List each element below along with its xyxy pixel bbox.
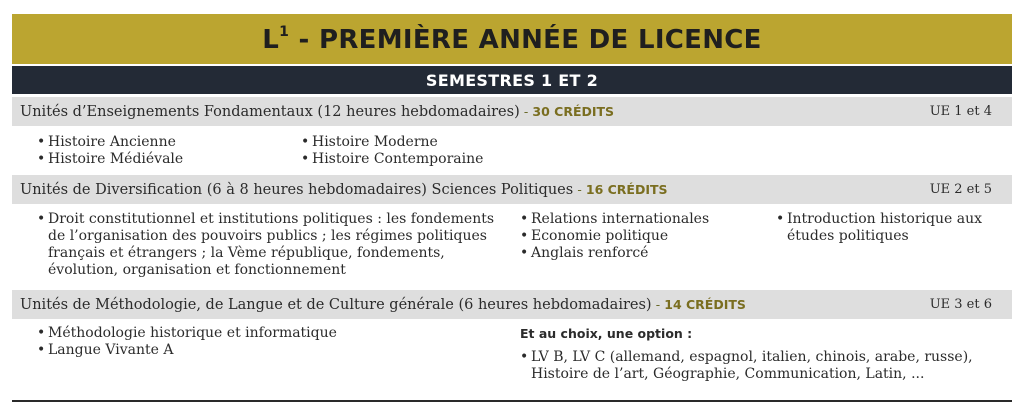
list-item: • Histoire Contemporaine — [301, 151, 484, 167]
course-list — [776, 211, 1001, 245]
semesters-heading: SEMESTRES 1 ET 2 — [425, 70, 599, 90]
credits-badge: 16 CRÉDITS — [585, 181, 668, 197]
course-list — [37, 211, 499, 279]
list-item: • Anglais renforcé — [520, 245, 649, 261]
list-item: • Histoire Moderne — [301, 134, 438, 150]
list-item: • Introduction historique aux études politiques — [776, 211, 982, 244]
bottom-divider — [12, 400, 1012, 402]
section-methodologie-header: Unités de Méthodologie, de Langue et de Culture générale (6 heures hebdomadaires) - 14 CRÉDITS UE 3 et 6 — [12, 290, 1012, 319]
section-title: Unités d’Enseignements Fondamentaux (12 heures hebdomadaires) — [20, 103, 520, 120]
course-list — [37, 325, 477, 359]
page-title: $L^1$ - PREMIÈRE ANNÉE DE LICENCE — [262, 23, 762, 55]
ue-label: UE 1 et 4 — [929, 104, 992, 119]
list-item: • LV B, LV C (allemand, espagnol, italien, chinois, arabe, russe), Histoire de l’art, Géographie, Communication, Latin, ... — [520, 349, 973, 382]
section-title: Unités de Diversification (6 à 8 heures hebdomadaires) Sciences Politiques — [20, 181, 574, 198]
section-title: Unités de Méthodologie, de Langue et de Culture générale (6 heures hebdomadaires) — [20, 296, 652, 313]
course-list — [301, 134, 561, 168]
list-item: • Droit constitutionnel et institutions politiques : les fondements de l’organisation des pouvoirs publics ; les régimes politiques français et étrangers ; la Vème république, fondements, évolution, organisation et fonctionnement — [37, 211, 495, 278]
list-item: • Langue Vivante A — [37, 342, 174, 358]
page-title-bar — [12, 14, 1012, 64]
semesters-bar — [12, 66, 1012, 94]
course-list — [520, 211, 750, 262]
ue-label: UE 3 et 6 — [929, 297, 992, 312]
credits-badge: 30 CRÉDITS — [532, 103, 615, 119]
section-fondamentaux-header: Unités d’Enseignements Fondamentaux (12 heures hebdomadaires) - 30 CRÉDITS UE 1 et 4 — [12, 97, 1012, 126]
list-item: • Méthodologie historique et informatique — [37, 325, 337, 341]
section-diversification-header: Unités de Diversification (6 à 8 heures hebdomadaires) Sciences Politiques - 16 CRÉDITS UE 2 et 5 — [12, 175, 1012, 204]
option-list — [520, 325, 1005, 383]
ue-label: UE 2 et 5 — [929, 182, 992, 197]
option-label: Et au choix, une option : — [520, 326, 693, 341]
credits-badge: 14 CRÉDITS — [664, 296, 746, 312]
list-item: • Histoire Médiévale — [37, 151, 184, 167]
list-item: • Economie politique — [520, 228, 669, 244]
course-list — [37, 134, 287, 168]
list-item: • Histoire Ancienne — [37, 134, 176, 150]
list-item: • Relations internationales — [520, 211, 710, 227]
